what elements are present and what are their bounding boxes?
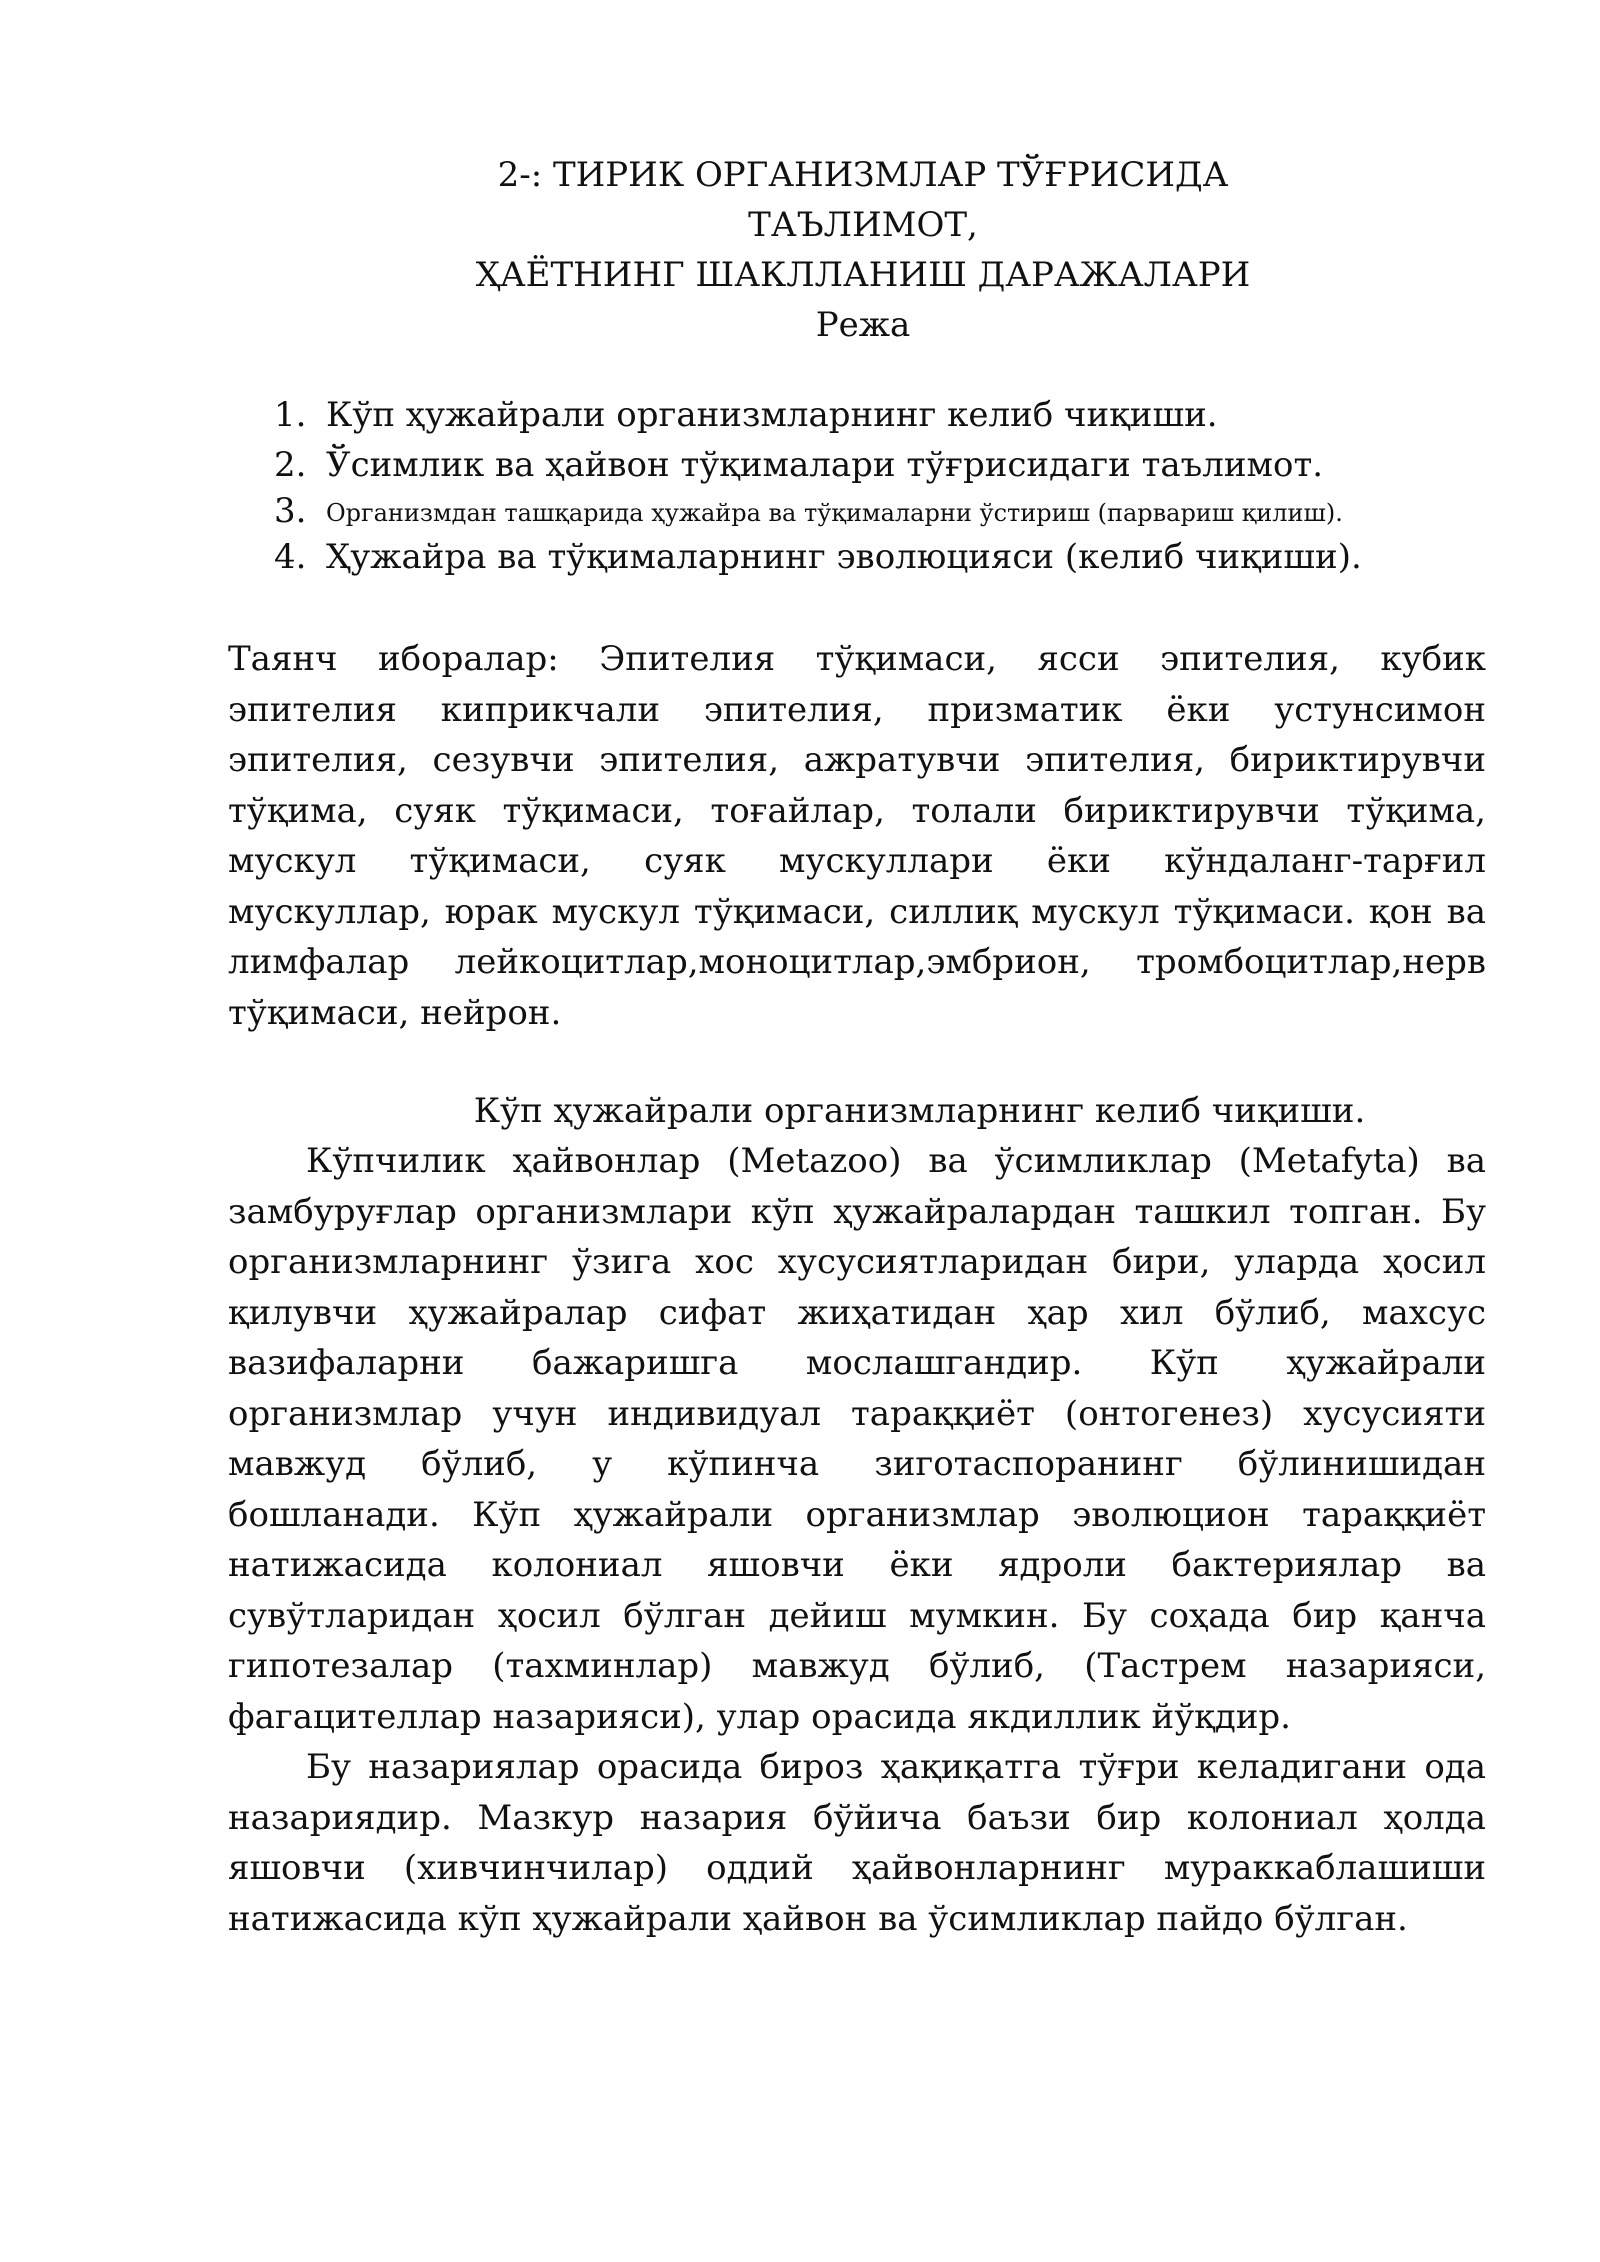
body-paragraph-2: Бу назариялар орасида бироз ҳақиқатга тўғри келадигани ода назариядир. Мазкур назария бўйича баъзи бир колониал ҳолда яшовчи (хивчинчилар) оддий ҳайвонларнинг мураккаблашиши натижасида кўп ҳужайрали ҳайвон ва ўсимликлар пайдо бўлган.	[228, 1747, 1486, 1939]
plan-item-1	[228, 390, 1486, 440]
plan-heading: Режа	[815, 305, 911, 345]
plan-item-text: Кўп ҳужайрали организмларнинг келиб чиқиши.	[326, 395, 1218, 435]
plan-item-number: 3.	[274, 491, 307, 531]
body-paragraph-1: Кўпчилик ҳайвонлар (Metazoo) ва ўсимликлар (Metafyta) ва замбуруғлар организмлари кўп ҳужайралардан ташкил топган. Бу организмларнинг ўзига хос хусусиятларидан бири, уларда ҳосил қилувчи ҳужайралар сифат жиҳатидан ҳар хил бўлиб, махсус вазифаларни бажаришга мослашгандир. Кўп ҳужайрали организмлар учун индивидуал тараққиёт (онтогенез) хусусияти мавжуд бўлиб, у кўпинча зиготаспоранинг бўлинишидан бошланади. Кўп ҳужайрали организмлар эволюцион тараққиёт натижасида колониал яшовчи ёки ядроли бактериялар ва сувўтларидан ҳосил бўлган дейиш мумкин. Бу соҳада бир қанча гипотезалар (тахминлар) мавжуд бўлиб, (Тастрем назарияси, фагацителлар назарияси), улар орасида якдиллик йўқдир.	[228, 1141, 1486, 1737]
title-line-1: 2-: ТИРИК ОРГАНИЗМЛАР ТЎҒРИСИДА ТАЪЛИМОТ,	[497, 155, 1229, 245]
title-line-2: ҲАЁТНИНГ ШАКЛЛАНИШ ДАРАЖАЛАРИ	[475, 255, 1251, 295]
plan-item-number: 4.	[274, 537, 307, 577]
plan-item-number: 1.	[274, 395, 307, 435]
plan-item-text: Организмдан ташқарида ҳужайра ва тўқималарни ўстириш (парвариш қилиш).	[326, 499, 1343, 527]
plan-item-2	[228, 440, 1486, 490]
plan-item-text: Ҳужайра ва тўқималарнинг эволюцияси (келиб чиқиши).	[326, 537, 1362, 577]
plan-item-4	[228, 532, 1486, 582]
plan-item-text: Ўсимлик ва ҳайвон тўқималари тўғрисидаги таълимот.	[326, 445, 1324, 485]
plan-item-number: 2.	[274, 445, 307, 485]
plan-item-3	[228, 490, 1486, 532]
document-page	[228, 150, 1486, 1944]
plan-list	[228, 390, 1486, 582]
section-title: Кўп ҳужайрали организмларнинг келиб чиқиши.	[473, 1091, 1366, 1131]
keywords-paragraph: Таянч иборалар: Эпителия тўқимаси, ясси эпителия, кубик эпителия киприкчали эпителия, призматик ёки устунсимон эпителия, сезувчи эпителия, ажратувчи эпителия, бириктирувчи тўқима, суяк тўқимаси, тоғайлар, толали бириктирувчи тўқима, мускул тўқимаси, суяк мускуллари ёки кўндаланг-тарғил мускуллар, юрак мускул тўқимаси, силлиқ мускул тўқимаси. қон ва лимфалар лейкоцитлар,моноцитлар,эмбрион, тромбоцитлар,нерв тўқимаси, нейрон.	[228, 639, 1486, 1033]
document-title	[438, 150, 1288, 300]
